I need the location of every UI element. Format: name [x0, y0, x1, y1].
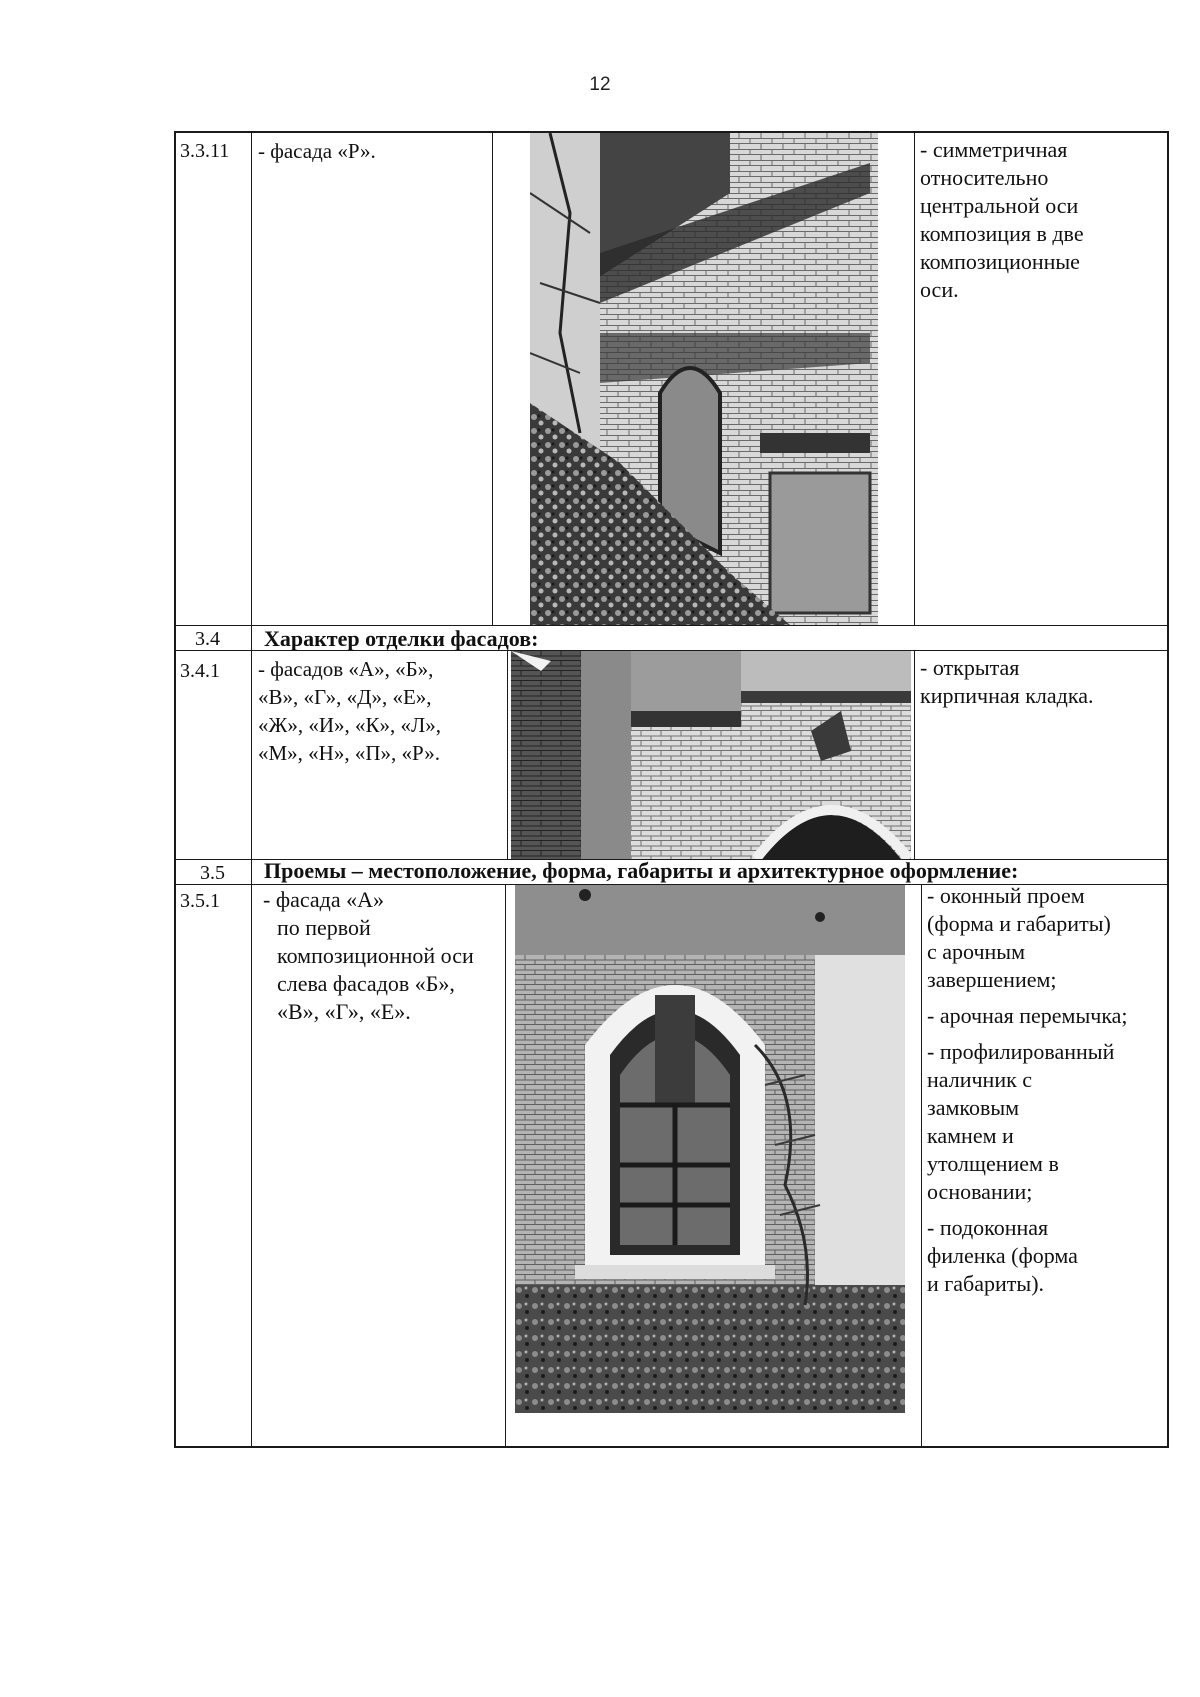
row-number-3-5-1: 3.5.1	[180, 890, 220, 912]
row-3-3-11-characteristics	[920, 136, 1084, 304]
col-divider-photo-r3	[505, 885, 506, 1447]
characteristic-line: наличник с	[927, 1067, 1033, 1092]
table-border-left	[174, 133, 176, 1447]
characteristic-line: - профилированный	[927, 1039, 1115, 1064]
col-divider-photo-r1	[492, 133, 493, 626]
characteristic-line: - подоконная	[927, 1215, 1049, 1240]
row-3-5-1-desc-line: слева фасадов «Б»,	[277, 971, 455, 996]
characteristic-line: камнем и	[927, 1123, 1014, 1148]
row-3-4-1-characteristics	[920, 654, 1093, 710]
row-number-3-4-1: 3.4.1	[180, 660, 220, 682]
section-title-3-4: Характер отделки фасадов:	[264, 626, 539, 651]
row-3-3-11-char-line: композиция в две	[920, 221, 1084, 246]
characteristic-line: (форма и габариты)	[927, 911, 1111, 936]
characteristic-line: замковым	[927, 1095, 1020, 1120]
brick-corner-photo-image	[511, 651, 911, 859]
brick-facade-photo-image	[530, 133, 878, 625]
row-3-3-11-char-line: центральной оси	[920, 193, 1079, 218]
characteristic-item	[927, 1002, 1128, 1030]
col-divider-num	[251, 133, 252, 1447]
col-divider-right-r3	[921, 885, 922, 1447]
row-3-4-1-desc-line: - фасадов «А», «Б»,	[258, 657, 434, 681]
section-title-3-5: Проемы – местоположение, форма, габариты и архитектурное оформление:	[264, 858, 1019, 883]
row-3-3-11-desc-line: - фасада «Р».	[258, 139, 376, 163]
characteristic-line: завершением;	[927, 967, 1057, 992]
row-3-5-1-characteristics	[927, 882, 1128, 1298]
row-3-5-1-desc-line: - фасада «А»	[263, 887, 384, 912]
brick-corner-photo	[511, 651, 911, 859]
brick-facade-photo	[530, 133, 878, 625]
row-3-3-11-char-line: оси.	[920, 277, 959, 302]
row-3-4-1-char-line: - открытая	[920, 655, 1020, 680]
row-3-5-1-desc-line: по первой	[277, 915, 371, 940]
characteristic-item	[927, 1038, 1128, 1206]
characteristic-item	[927, 1214, 1128, 1298]
row-number-3-3-11: 3.3.11	[180, 140, 230, 162]
row-3-4-1-description	[258, 655, 441, 767]
arched-window-photo	[515, 885, 905, 1413]
arched-window-photo-image	[515, 885, 905, 1413]
page-number: 12	[589, 74, 611, 95]
col-divider-photo-r2	[507, 651, 508, 860]
row-3-5-1-desc-line: композиционной оси	[277, 943, 474, 968]
row-3-5-1-description	[263, 886, 474, 1026]
row-3-3-11-char-line: - симметричная	[920, 137, 1068, 162]
table-border-bottom	[174, 1446, 1169, 1448]
col-divider-right-r2	[914, 651, 915, 860]
characteristic-line: с арочным	[927, 939, 1026, 964]
row-number-3-5: 3.5	[200, 862, 225, 884]
characteristic-line: основании;	[927, 1179, 1033, 1204]
characteristic-line: утолщением в	[927, 1151, 1059, 1176]
characteristic-item	[927, 882, 1128, 994]
row-3-4-1-desc-line: «Ж», «И», «К», «Л»,	[258, 713, 441, 737]
characteristic-line: и габариты).	[927, 1271, 1045, 1296]
row-3-3-11-char-line: композиционные	[920, 249, 1080, 274]
row-3-4-1-desc-line: «М», «Н», «П», «Р».	[258, 741, 440, 765]
characteristic-line: филенка (форма	[927, 1243, 1078, 1268]
row-3-3-11-char-line: относительно	[920, 165, 1049, 190]
row-3-3-11-description	[258, 137, 376, 165]
row-3-5-1-desc-line: «В», «Г», «Е».	[277, 999, 411, 1024]
row-3-4-1-desc-line: «В», «Г», «Д», «Е»,	[258, 685, 432, 709]
table-border-right	[1167, 131, 1169, 1447]
col-divider-right-r1	[914, 133, 915, 626]
characteristic-line: - арочная перемычка;	[927, 1003, 1128, 1028]
characteristic-line: - оконный проем	[927, 883, 1085, 908]
row-3-4-1-char-line: кирпичная кладка.	[920, 683, 1094, 708]
row-number-3-4: 3.4	[195, 628, 220, 650]
